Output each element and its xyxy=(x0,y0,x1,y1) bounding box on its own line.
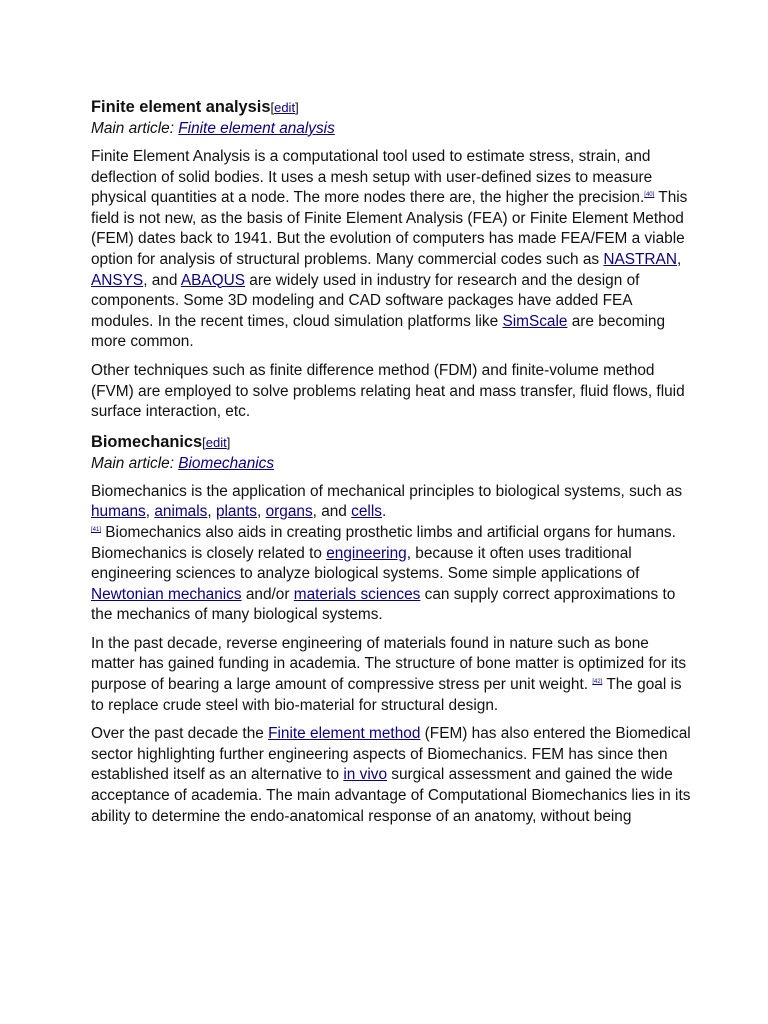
text-run: , and xyxy=(312,503,352,521)
reference-link-41[interactable]: [41] xyxy=(91,526,102,533)
text-run: Over the past decade the xyxy=(91,725,269,743)
link-materials-sciences[interactable]: materials sciences xyxy=(293,585,421,603)
paragraph-fea-1 xyxy=(91,147,691,353)
reference-41 xyxy=(91,527,101,533)
text-run: can supply correct approximations to the mechanics of many biological systems. xyxy=(91,585,676,624)
main-article-prefix: Main article: xyxy=(91,454,174,472)
text-run: , xyxy=(207,503,216,521)
link-in-vivo[interactable]: in vivo xyxy=(343,766,388,784)
link-newtonian-mechanics[interactable]: Newtonian mechanics xyxy=(91,585,242,603)
text-run: , xyxy=(676,250,682,268)
reference-link-42[interactable]: [42] xyxy=(592,679,603,686)
text-run: , because it often uses traditional engineering sciences to analyze biological systems. Some simple applications of xyxy=(91,544,640,583)
text-run: (FEM) has also entered the Biomedical sector highlighting further engineering aspects of Biomechanics. FEM has since then established itself as an alternative to xyxy=(91,725,691,784)
text-run: Biomechanics is the application of mechanical principles to biological systems, such as xyxy=(91,482,683,500)
section-heading-text: Finite element analysis xyxy=(91,98,271,116)
link-nastran[interactable]: NASTRAN xyxy=(603,250,677,268)
link-humans[interactable]: humans xyxy=(91,503,146,521)
text-run: are widely used in industry for research and the design of components. Some 3D modeling and CAD software packages have added FEA modules. In the recent times, cloud simulation platforms like xyxy=(91,271,640,330)
link-ansys[interactable]: ANSYS xyxy=(91,271,144,289)
text-run: , xyxy=(257,503,266,521)
text-run: are becoming more common. xyxy=(91,312,665,351)
article-content xyxy=(91,96,691,835)
reference-link-40[interactable]: [40] xyxy=(644,192,655,199)
link-cells[interactable]: cells xyxy=(351,503,382,521)
main-article-note-biomechanics xyxy=(91,454,691,474)
text-run: This field is not new, as the basis of Finite Element Analysis (FEA) or Finite Element Method (FEM) dates back to 1941. But the evolution of computers has made FEA/FEM a viable option for analysis of structural problems. Many commercial codes such as xyxy=(91,189,688,268)
paragraph-biomechanics-3 xyxy=(91,724,691,827)
main-article-link-fea[interactable]: Finite element analysis xyxy=(178,120,335,137)
text-run: , and xyxy=(143,271,181,289)
paragraph-biomechanics-2 xyxy=(91,634,691,716)
edit-link-biomechanics[interactable]: edit xyxy=(205,434,227,450)
main-article-prefix: Main article: xyxy=(91,120,174,137)
main-article-link-biomechanics[interactable]: Biomechanics xyxy=(178,454,275,472)
reference-42 xyxy=(592,679,602,685)
link-simscale[interactable]: SimScale xyxy=(502,312,568,330)
text-run: surgical assessment and gained the wide acceptance of academia. The main advantage of Computational Biomechanics lies in its ability to determine the endo-anatomical response of an anatomy, without being xyxy=(91,766,691,825)
link-engineering[interactable]: engineering xyxy=(326,544,407,562)
section-heading-text: Biomechanics xyxy=(91,432,203,451)
edit-bracket: [edit] xyxy=(202,434,231,450)
section-heading-biomechanics xyxy=(91,431,691,454)
link-finite-element-method[interactable]: Finite element method xyxy=(268,725,421,743)
text-run: , xyxy=(145,503,155,521)
edit-link-fea[interactable]: edit xyxy=(274,100,296,115)
section-heading-fea xyxy=(91,96,691,119)
edit-bracket: [edit] xyxy=(270,100,299,115)
link-animals[interactable]: animals xyxy=(154,503,208,521)
paragraph-fea-2: Other techniques such as finite difference method (FDM) and finite-volume method (FVM) are employed to solve problems relating heat and mass transfer, fluid flows, fluid surface interaction, etc. xyxy=(91,361,685,421)
text-run: . xyxy=(381,503,387,521)
link-plants[interactable]: plants xyxy=(215,503,258,521)
reference-40 xyxy=(644,192,654,198)
text-run: Biomechanics also aids in creating prosthetic limbs and artificial organs for humans. Biomechanics is closely related to xyxy=(91,523,676,562)
paragraph-biomechanics-1 xyxy=(91,482,691,626)
text-run: The goal is to replace crude steel with bio-material for structural design. xyxy=(91,676,682,714)
link-organs[interactable]: organs xyxy=(265,503,313,521)
text-run: and/or xyxy=(241,585,294,603)
text-run: In the past decade, reverse engineering of materials found in nature such as bone matter has gained funding in academia. The structure of bone matter is optimized for its purpose of bearing a large amount of compressive stress per unit weight. xyxy=(91,634,687,694)
main-article-note-fea xyxy=(91,119,691,139)
text-run: Finite Element Analysis is a computational tool used to estimate stress, strain, and deflection of solid bodies. It uses a mesh setup with user-defined sizes to measure physical quantities at a node. The more nodes there are, the higher the precision. xyxy=(91,148,653,207)
link-abaqus[interactable]: ABAQUS xyxy=(180,271,246,289)
